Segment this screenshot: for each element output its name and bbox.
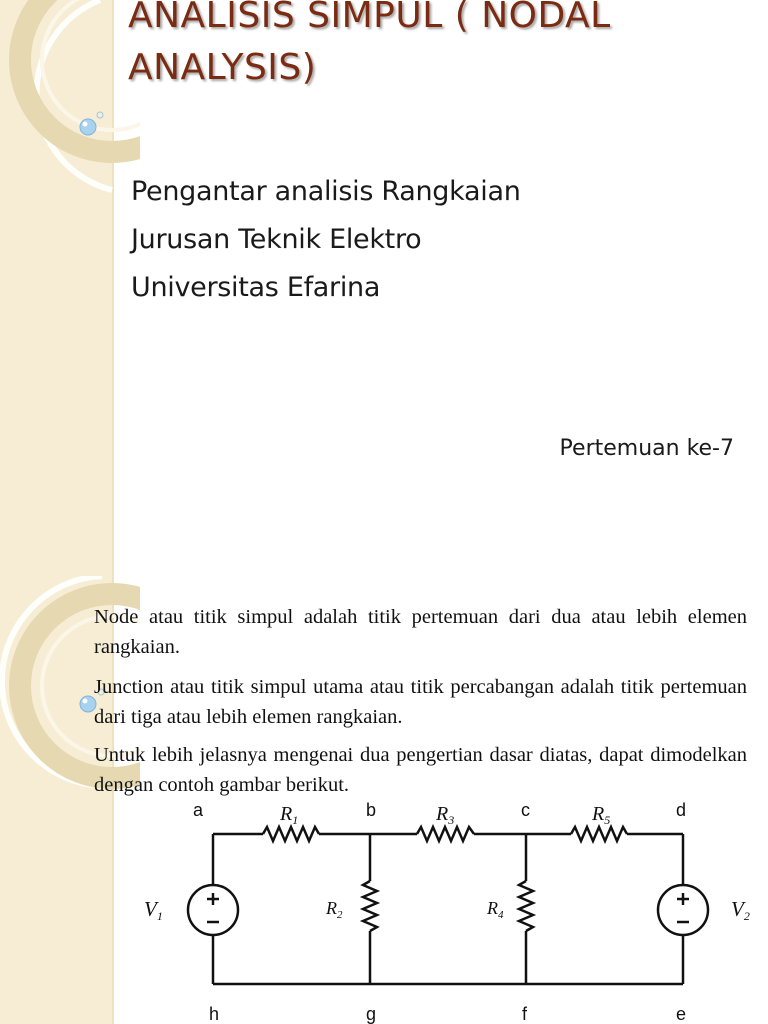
node-label-e: e [676, 1004, 687, 1024]
source-v1-label: V1 [144, 897, 163, 923]
course-name: Pengantar analisis Rangkaian [131, 176, 521, 207]
decorative-rings [0, 0, 140, 576]
source-v2-label: V2 [731, 897, 750, 923]
node-label-h: h [209, 1004, 220, 1024]
node-label-g: g [366, 1004, 377, 1024]
source-v2-shape [658, 885, 708, 935]
node-label-c: c [521, 800, 530, 820]
slide-title: ANALISIS SIMPUL ( NODAL ANALYSIS) [128, 0, 611, 88]
node-label-f: f [522, 1004, 528, 1024]
resistor-r4-label: $R_4$ [487, 898, 504, 921]
resistor-r4-shape [519, 881, 533, 931]
resistor-r3-label: $R_3$ [436, 803, 455, 827]
node-label-a: a [193, 800, 204, 820]
bubble-shape [80, 119, 96, 135]
resistor-r5-shape [571, 827, 627, 841]
node-label-d: d [676, 800, 687, 820]
meeting-number: Pertemuan ke-7 [559, 436, 734, 461]
source-v1-shape [188, 885, 238, 935]
resistor-r5-label: $R_5$ [592, 803, 611, 827]
resistor-r1-label: $R_1$ [280, 803, 299, 827]
node-label-b: b [366, 800, 377, 820]
paragraph-junction-definition: Junction atau titik simpul utama atau titik percabangan adalah titik pertemuan dari tiga atau lebih elemen rangkaian. [94, 676, 747, 728]
resistor-r1-shape [263, 827, 319, 841]
resistor-r3-shape [417, 827, 474, 841]
resistor-r2-label: $R_2$ [326, 898, 343, 921]
resistor-r2-shape [363, 881, 377, 931]
university-name: Universitas Efarina [131, 272, 381, 303]
paragraph-intro-figure: Untuk lebih jelasnya mengenai dua pengertian dasar diatas, dapat dimodelkan dengan contoh gambar berikut. [94, 744, 747, 796]
content-slide [0, 576, 768, 1024]
circuit-diagram [130, 798, 760, 1024]
paragraph-node-definition: Node atau titik simpul adalah titik pertemuan dari dua atau lebih elemen rangkaian. [94, 606, 747, 658]
department-name: Jurusan Teknik Elektro [131, 224, 422, 255]
